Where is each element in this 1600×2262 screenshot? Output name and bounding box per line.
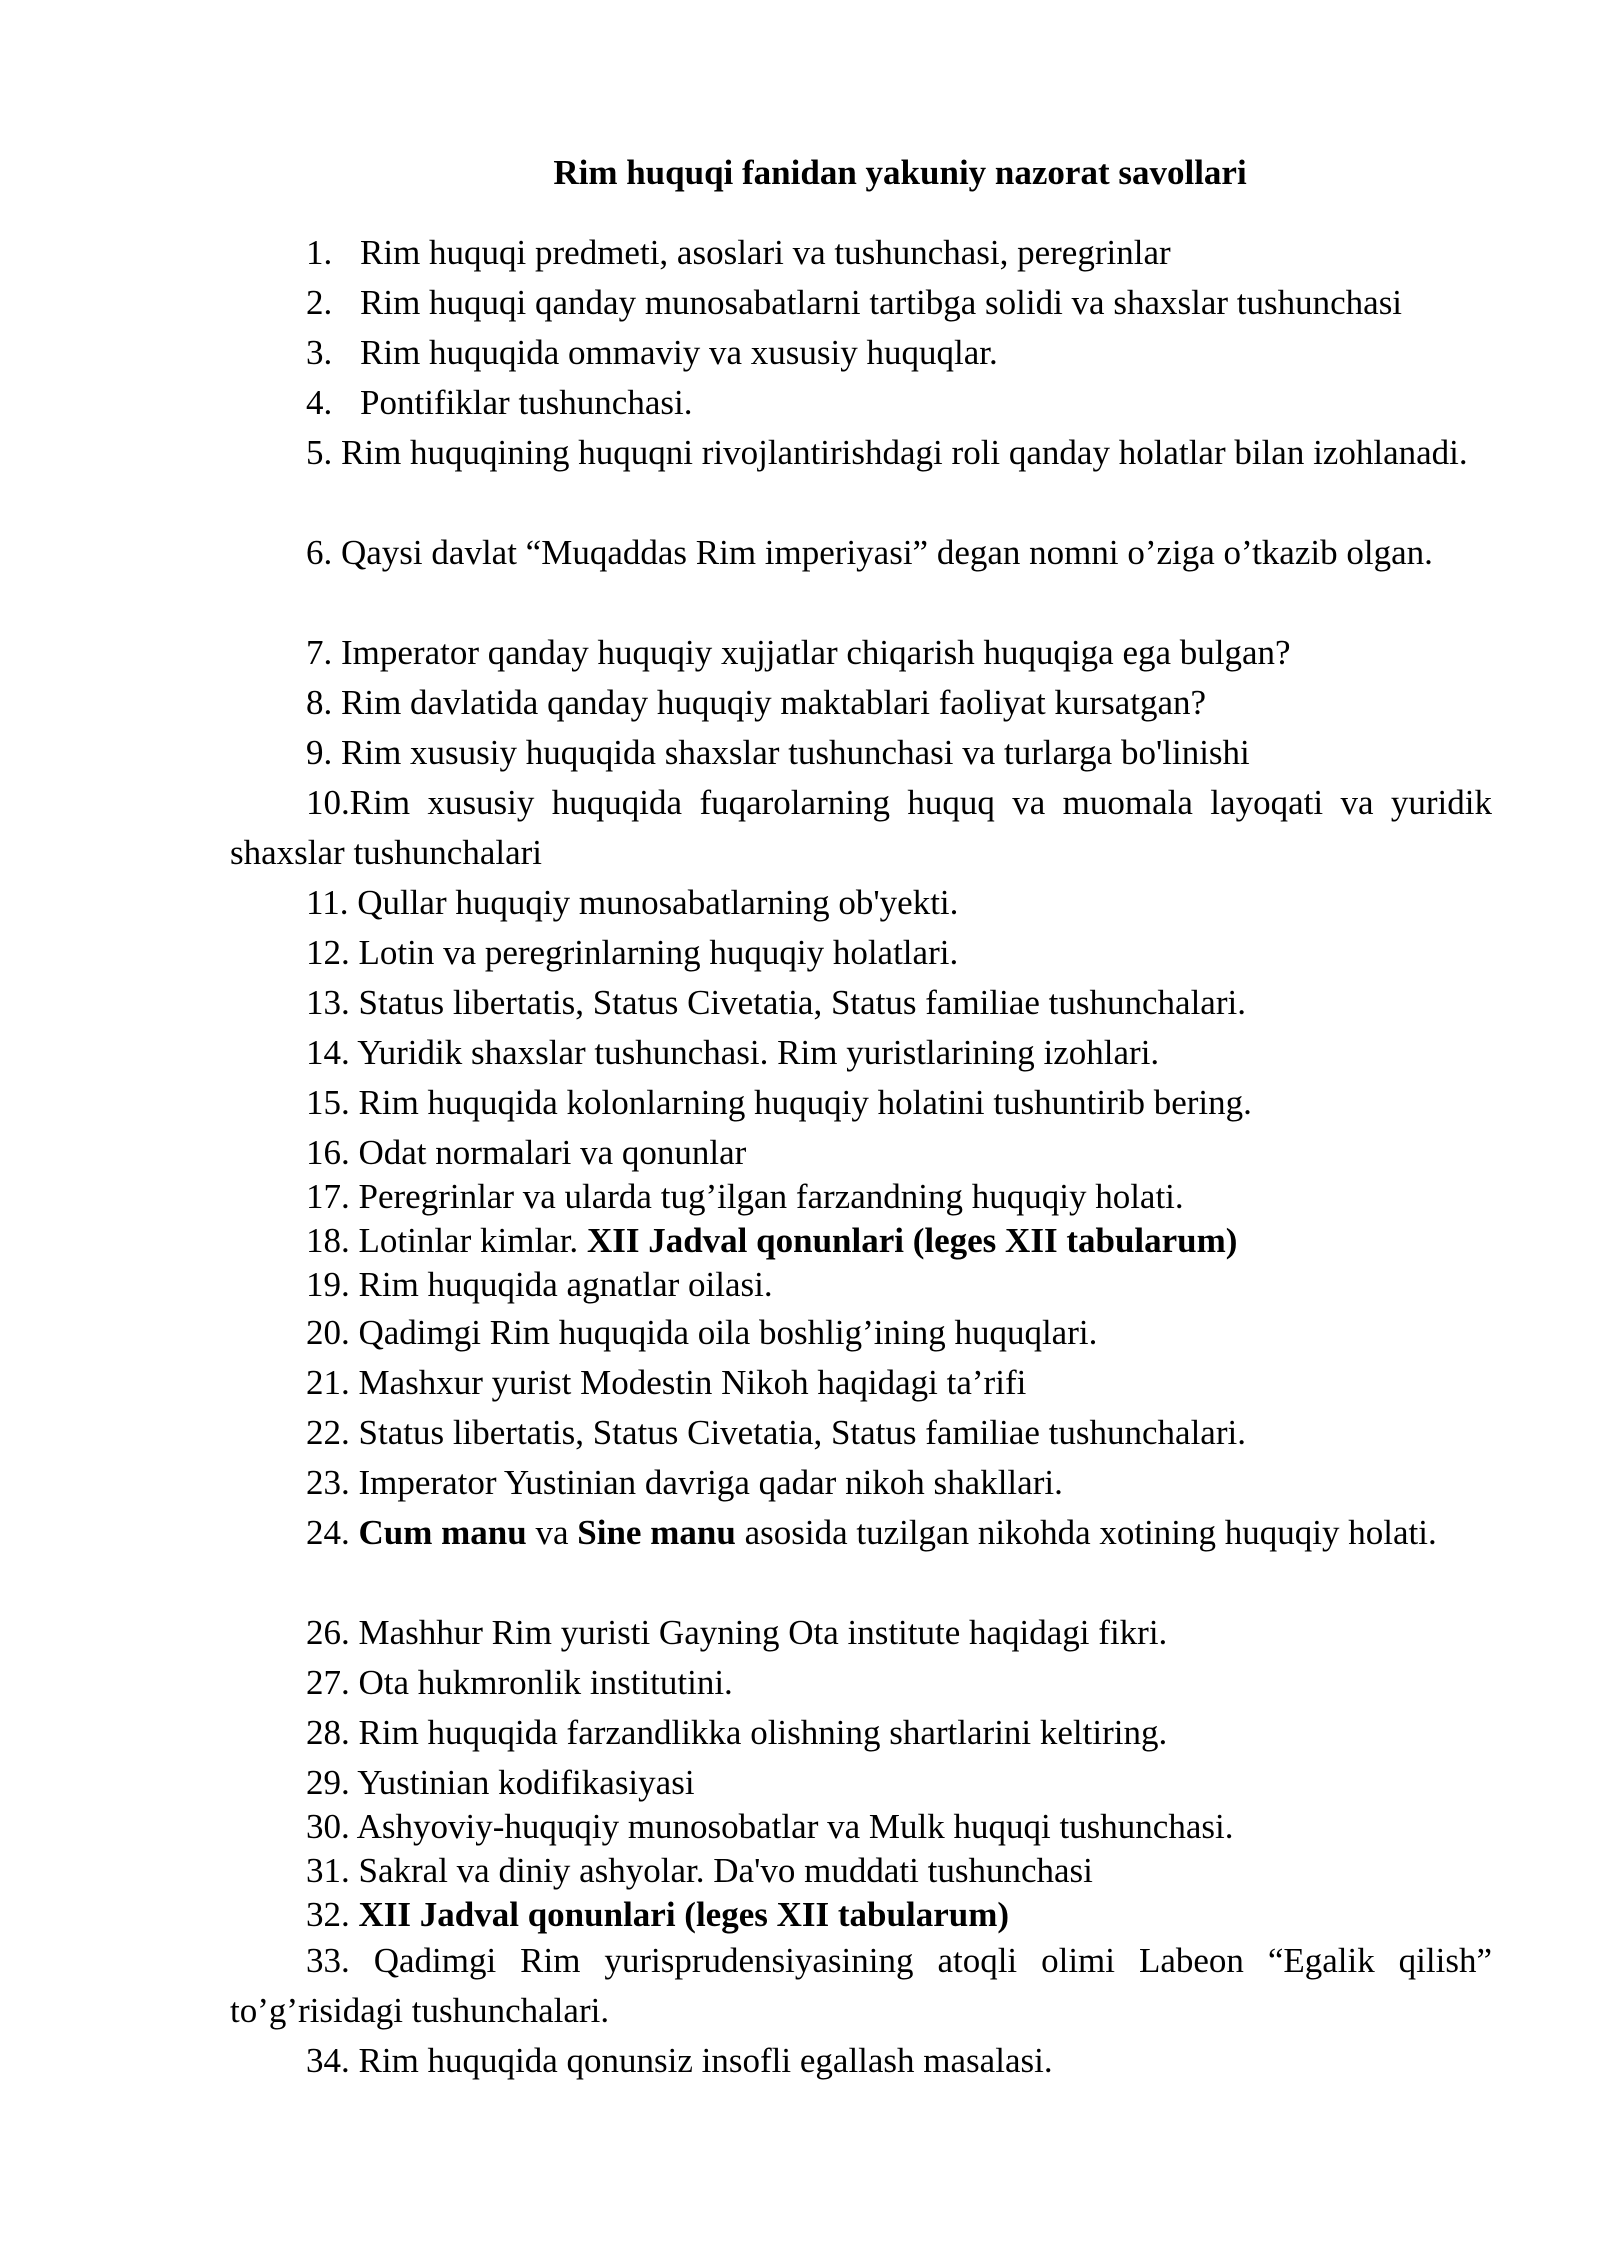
question-text: Rim huquqida qonunsiz insofli egallash masalasi. <box>358 2041 1053 2080</box>
question-item <box>230 1458 1492 1508</box>
question-text: Lotinlar kimlar. <box>358 1221 579 1260</box>
question-number: 32. <box>306 1895 350 1934</box>
question-number: 10. <box>306 783 350 822</box>
question-item <box>230 728 1492 778</box>
question-bold-text: Sine manu <box>577 1513 736 1552</box>
question-number: 7. <box>306 633 333 672</box>
question-item <box>230 1708 1492 1758</box>
question-text: Qadimgi Rim yurisprudensiyasining atoqli olimi Labeon “Egalik qilish” to’g’risidagi tushunchalari. <box>230 1941 1492 2030</box>
question-text: Mashxur yurist Modestin Nikoh haqidagi ta’rifi <box>358 1363 1027 1402</box>
question-item <box>230 1216 1492 1266</box>
question-item <box>230 1758 1492 1808</box>
question-text: asosida tuzilgan nikohda xotining huquqiy holati. <box>744 1513 1437 1552</box>
question-number: 5. <box>306 433 333 472</box>
question-number: 11. <box>306 883 349 922</box>
question-text: Lotin va peregrinlarning huquqiy holatlari. <box>358 933 959 972</box>
question-text: Rim huquqi qanday munosabatlarni tartibga solidi va shaxslar tushunchasi <box>360 283 1403 322</box>
question-bold-text: XII Jadval qonunlari (leges XII tabularum) <box>358 1895 1010 1934</box>
question-item <box>230 778 1492 878</box>
question-number: 26. <box>306 1613 350 1652</box>
question-item <box>230 1802 1492 1852</box>
question-text: Rim huquqida ommaviy va xususiy huquqlar. <box>360 333 998 372</box>
question-number: 34. <box>306 2041 350 2080</box>
question-text: Sakral va diniy ashyolar. Da'vo muddati tushunchasi <box>358 1851 1093 1890</box>
question-item <box>230 1608 1492 1658</box>
question-item <box>230 1260 1492 1310</box>
document-title: Rim huquqi fanidan yakuniy nazorat savollari <box>553 153 1247 192</box>
question-text: Peregrinlar va ularda tug’ilgan farzandning huquqiy holati. <box>358 1177 1184 1216</box>
question-text: Rim huquqida kolonlarning huquqiy holatini tushuntirib bering. <box>358 1083 1252 1122</box>
question-item <box>230 1078 1492 1128</box>
question-text: Rim davlatida qanday huquqiy maktablari faoliyat kursatgan? <box>341 683 1207 722</box>
question-item <box>230 1846 1492 1896</box>
question-number: 8. <box>306 683 333 722</box>
question-text: Rim xususiy huquqida shaxslar tushunchasi va turlarga bo'linishi <box>341 733 1250 772</box>
question-number: 21. <box>306 1363 350 1402</box>
question-item <box>230 628 1492 678</box>
question-item <box>230 1508 1492 1558</box>
question-item <box>230 1658 1492 1708</box>
question-item <box>230 428 1492 478</box>
question-text: Qaysi davlat “Muqaddas Rim imperiyasi” degan nomni o’ziga o’tkazib olgan. <box>341 533 1433 572</box>
question-item <box>230 1128 1492 1178</box>
question-item <box>230 228 1492 278</box>
question-text: Yustinian kodifikasiyasi <box>357 1763 695 1802</box>
question-number: 29. <box>306 1763 350 1802</box>
question-text: Qullar huquqiy munosabatlarning ob'yekti. <box>357 883 959 922</box>
question-number: 33. <box>306 1941 350 1980</box>
question-text: Rim huquqining huquqni rivojlantirishdagi roli qanday holatlar bilan izohlanadi. <box>341 433 1468 472</box>
question-bold-text: Cum manu <box>358 1513 527 1552</box>
question-text: Status libertatis, Status Civetatia, Status familiae tushunchalari. <box>358 983 1246 1022</box>
question-number: 27. <box>306 1663 350 1702</box>
question-text: Status libertatis, Status Civetatia, Status familiae tushunchalari. <box>358 1413 1246 1452</box>
question-item <box>230 378 1492 428</box>
question-number: 31. <box>306 1851 350 1890</box>
question-number: 19. <box>306 1265 350 1304</box>
question-number: 18. <box>306 1221 350 1260</box>
question-item <box>230 528 1492 578</box>
question-item <box>230 278 1492 328</box>
question-item <box>230 1358 1492 1408</box>
question-text: Qadimgi Rim huquqida oila boshlig’ining huquqlari. <box>358 1313 1098 1352</box>
question-item <box>230 2036 1492 2086</box>
question-text: Rim huquqida farzandlikka olishning shartlarini keltiring. <box>358 1713 1168 1752</box>
question-text: va <box>535 1513 569 1552</box>
question-text: Rim huquqida agnatlar oilasi. <box>358 1265 773 1304</box>
question-number: 22. <box>306 1413 350 1452</box>
question-item <box>230 1172 1492 1222</box>
question-item <box>230 678 1492 728</box>
question-number: 3. <box>306 333 333 372</box>
question-text: Imperator Yustinian davriga qadar nikoh shakllari. <box>358 1463 1063 1502</box>
question-number: 9. <box>306 733 333 772</box>
question-item <box>230 878 1492 928</box>
question-item <box>230 1308 1492 1358</box>
question-text: Yuridik shaxslar tushunchasi. Rim yuristlarining izohlari. <box>357 1033 1160 1072</box>
question-number: 24. <box>306 1513 350 1552</box>
question-item <box>230 1028 1492 1078</box>
question-number: 20. <box>306 1313 350 1352</box>
question-number: 15. <box>306 1083 350 1122</box>
question-item <box>230 928 1492 978</box>
question-text: Ota hukmronlik institutini. <box>358 1663 733 1702</box>
question-bold-text: XII Jadval qonunlari (leges XII tabularum) <box>586 1221 1238 1260</box>
question-number: 28. <box>306 1713 350 1752</box>
question-item <box>230 1890 1492 1940</box>
question-text: Ashyoviy-huquqiy munosobatlar va Mulk huquqi tushunchasi. <box>356 1807 1234 1846</box>
question-text: Pontifiklar tushunchasi. <box>360 383 693 422</box>
question-number: 30. <box>306 1807 350 1846</box>
question-number: 13. <box>306 983 350 1022</box>
question-number: 1. <box>306 233 333 272</box>
question-number: 14. <box>306 1033 350 1072</box>
question-item <box>230 328 1492 378</box>
question-number: 4. <box>306 383 333 422</box>
question-text: Odat normalari va qonunlar <box>358 1133 747 1172</box>
question-text: Mashhur Rim yuristi Gayning Ota institute haqidagi fikri. <box>358 1613 1168 1652</box>
question-text: Imperator qanday huquqiy xujjatlar chiqarish huquqiga ega bulgan? <box>341 633 1291 672</box>
question-item <box>230 1936 1492 2036</box>
question-item <box>230 978 1492 1028</box>
question-text: Rim xususiy huquqida fuqarolarning huquq va muomala layoqati va yuridik shaxslar tushunchalari <box>230 783 1492 872</box>
question-number: 2. <box>306 283 333 322</box>
question-number: 6. <box>306 533 333 572</box>
question-item <box>230 1408 1492 1458</box>
question-text: Rim huquqi predmeti, asoslari va tushunchasi, peregrinlar <box>360 233 1171 272</box>
question-number: 23. <box>306 1463 350 1502</box>
question-number: 12. <box>306 933 350 972</box>
question-number: 17. <box>306 1177 350 1216</box>
question-number: 16. <box>306 1133 350 1172</box>
